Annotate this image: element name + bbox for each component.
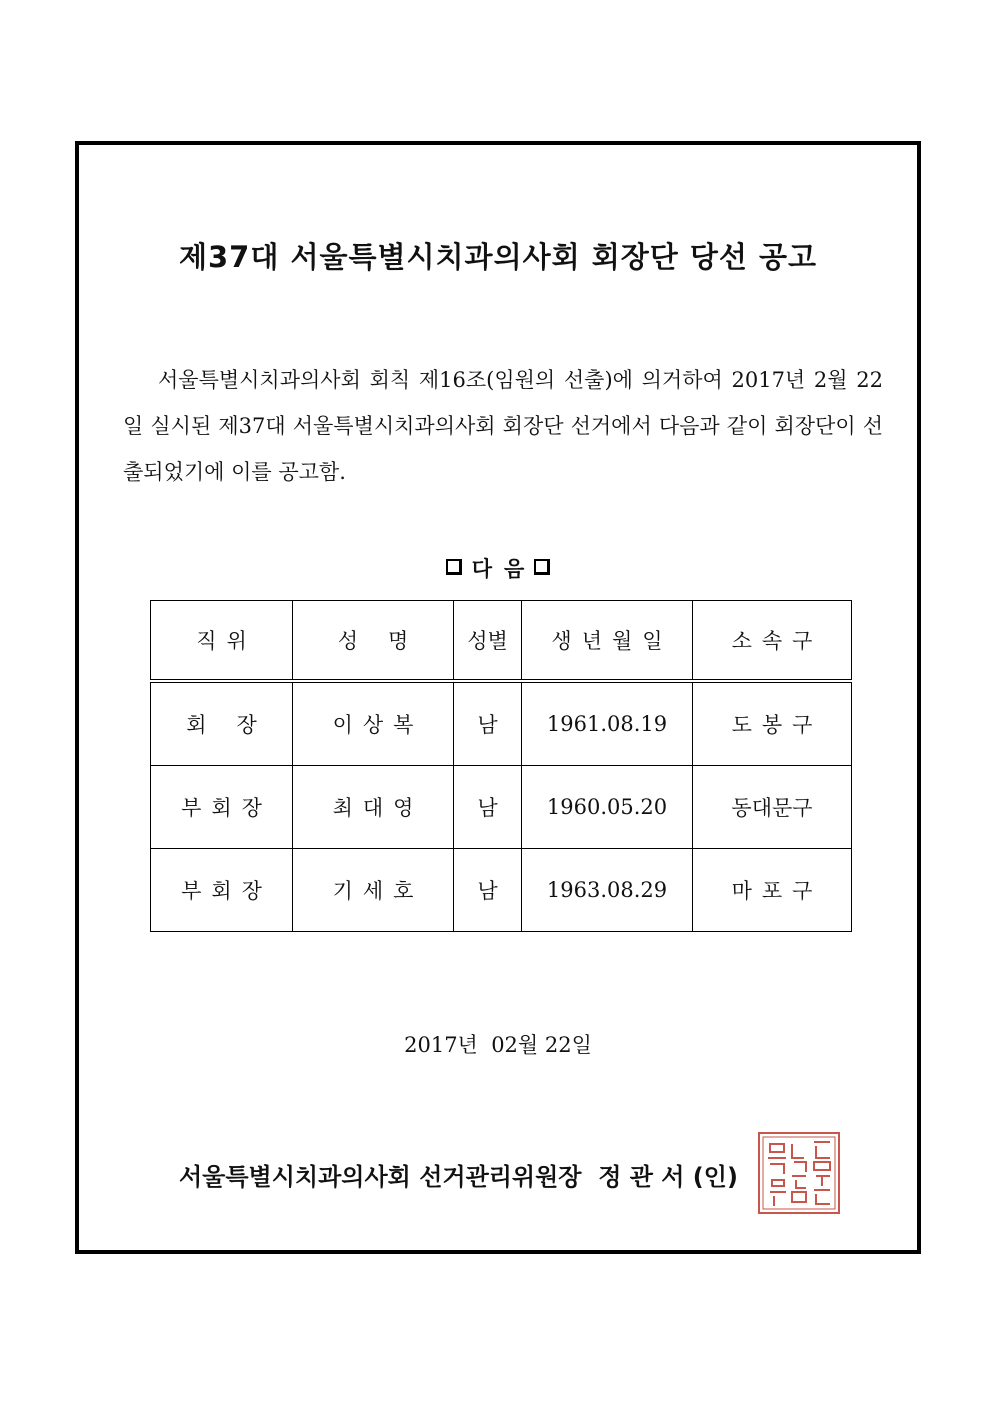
official-seal-icon (756, 1130, 842, 1216)
cell-gender: 남 (454, 681, 522, 766)
next-heading (79, 553, 917, 583)
notice-frame (75, 141, 921, 1254)
notice-date: 2017년 02월 22일 (404, 1033, 592, 1057)
cell-birth: 1961.08.19 (522, 681, 693, 766)
next-label: 다음 (471, 556, 537, 581)
cell-name: 이상복 (293, 681, 454, 766)
table-row (151, 681, 852, 766)
header-position: 직위 (151, 601, 293, 682)
cell-position: 부회장 (151, 766, 293, 849)
cell-birth: 1960.05.20 (522, 766, 693, 849)
header-name: 성명 (293, 601, 454, 682)
cell-birth: 1963.08.29 (522, 849, 693, 932)
notice-body: 서울특별시치과의사회 회칙 제16조(임원의 선출)에 의거하여 2017년 2월 22일 실시된 제37대 서울특별시치과의사회 회장단 선거에서 다음과 같이 회장단이 선출되었기에 이를 공고함. (123, 368, 883, 484)
cell-name: 기세호 (293, 849, 454, 932)
notice-title: 제37대 서울특별시치과의사회 회장단 당선 공고 (178, 240, 817, 274)
table-row (151, 766, 852, 849)
cell-gender: 남 (454, 766, 522, 849)
header-birth: 생년월일 (522, 601, 693, 682)
cell-position: 회장 (151, 681, 293, 766)
results-table (150, 600, 852, 932)
table-row (151, 849, 852, 932)
cell-gender: 남 (454, 849, 522, 932)
cell-district: 마포구 (693, 849, 852, 932)
cell-district: 동대문구 (693, 766, 852, 849)
header-gender: 성별 (454, 601, 522, 682)
square-bullet-icon (534, 559, 550, 575)
cell-district: 도봉구 (693, 681, 852, 766)
signature-line: 서울특별시치과의사회 선거관리위원장 정 관 서 (인) (179, 1163, 738, 1191)
cell-position: 부회장 (151, 849, 293, 932)
table-header-row (151, 601, 852, 682)
header-district: 소속구 (693, 601, 852, 682)
cell-name: 최대영 (293, 766, 454, 849)
square-bullet-icon (446, 559, 462, 575)
